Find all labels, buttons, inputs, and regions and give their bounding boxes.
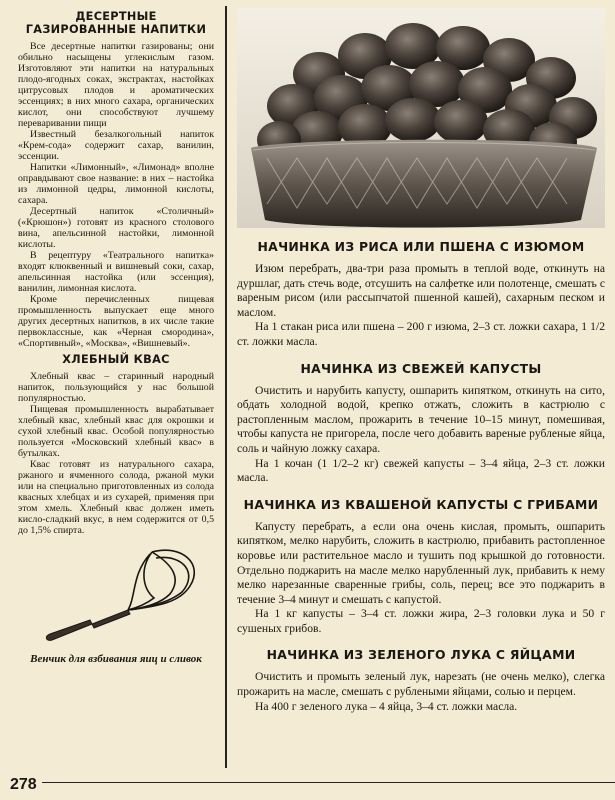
section-title-rice-filling: НАЧИНКА ИЗ РИСА ИЛИ ПШЕНА С ИЗЮМОМ bbox=[257, 239, 585, 254]
paragraph: Десертный напиток «Столичный» («Крюшон») готовят из красного столового вина, апельсинной настойки, лимонной кислоты. bbox=[18, 206, 214, 250]
paragraph: Изюм перебрать, два-три раза промыть в теплой воде, откинуть на дуршлаг, дать стечь воде, отсушить на салфетке или полотенце, смешать с вареным рисом (или рассыпчатой пшенной кашей), сахарным песком и маслом. bbox=[237, 262, 605, 319]
whisk-illustration bbox=[32, 544, 202, 646]
section-title-dessert-drinks: ДЕСЕРТНЫЕ ГАЗИРОВАННЫЕ НАПИТКИ bbox=[25, 10, 207, 36]
paragraph: Все десертные напитки газированы; они обильно насыщены углекислым газом. Изготовляют эти напитки на натуральных плодо-ягодных соках, экстрактах, настойках цитрусовых плодов и ароматических эссенциях; в них много сахара, органических кислот, они способствуют лучшему переваривании пищи bbox=[18, 41, 214, 129]
paragraph: Пищевая промышленность вырабатывает хлебный квас, хлебный квас для окрошки и сухой хлебный квас. Особой популярностью пользуется «Московский хлебный квас» в бутылках. bbox=[18, 404, 214, 459]
section-title-cabbage-filling: НАЧИНКА ИЗ СВЕЖЕЙ КАПУСТЫ bbox=[300, 360, 542, 376]
section-title-green-onion-filling: НАЧИНКА ИЗ ЗЕЛЕНОГО ЛУКА С ЯЙЦАМИ bbox=[266, 647, 576, 663]
left-column bbox=[18, 6, 214, 666]
page-number: 278 bbox=[10, 776, 37, 793]
column-divider bbox=[225, 6, 227, 768]
section-title-kvass: ХЛЕБНЫЙ КВАС bbox=[62, 353, 170, 366]
paragraph: Очистить и промыть зеленый лук, нарезать (не очень мелко), слегка прожарить на масле, смешать с рублеными яйцами, солью и перцем. bbox=[237, 670, 605, 699]
paragraph: На 1 стакан риса или пшена – 200 г изюма, 2–3 ст. ложки сахара, 1 1/2 ст. ложки масла. bbox=[237, 320, 605, 348]
paragraph: Очистить и нарубить капусту, ошпарить кипятком, откинуть на сито, обдать холодной водой, крепко отжать, сложить в кастрюлю с растопленным маслом, прожарить в течение 10–15 минут, помешивая, чтобы капуста не пригорела, после чего добавить вареные рубленые яйца, соль и чайную ложку сахара. bbox=[237, 383, 605, 455]
paragraph: Известный безалкогольный напиток «Крем-сода» содержит сахар, ванилин, эссенции. bbox=[18, 129, 214, 162]
paragraph: В рецептуру «Театрального напитка» входят клюквенный и вишневый соки, сахар, апельсинная настойка (или эссенция), ванилин, лимонная кислота. bbox=[18, 250, 214, 294]
paragraph: Квас готовят из натурального сахара, ржаного и ячменного солода, ржаной муки или на специально приготовленных из солода квасных хлебцах и из сухарей, применяя при этом хмель. Хлебный квас должен иметь кисло-сладкий вкус, в нем содержится от 0,5 до 1,5% спирта. bbox=[18, 459, 214, 536]
paragraph: На 400 г зеленого лука – 4 яйца, 3–4 ст. ложки масла. bbox=[255, 699, 518, 713]
section-title-sauerkraut-filling: НАЧИНКА ИЗ КВАШЕНОЙ КАПУСТЫ С ГРИБАМИ bbox=[243, 496, 599, 512]
paragraph: На 1 кочан (1 1/2–2 кг) свежей капусты – 3–4 яйца, 2–3 ст. ложки масла. bbox=[237, 456, 605, 485]
walnuts-photo bbox=[237, 8, 605, 228]
figure-caption: Венчик для взбивания яиц и сливок bbox=[30, 653, 202, 665]
paragraph: На 1 кг капусты – 3–4 ст. ложки жира, 2–3 головки лука и 50 г сушеных грибов. bbox=[237, 607, 605, 635]
right-column bbox=[237, 8, 605, 714]
paragraph: Кроме перечисленных пищевая промышленность выпускает еще много других десертных напитков, в их числе такие первоклассные, как «Черная смородина», «Спортивный», «Москва», «Вишневый». bbox=[18, 294, 214, 349]
paragraph: Капусту перебрать, а если она очень кислая, промыть, ошпарить кипятком, мелко нарубить, сложить в кастрюлю, прибавить растопленное коровье или растительное масло и тушить под крышкой до готовности. Отдельно поджарить на масле мелко нарубленный лук, прибавить к нему мелко нарезанные сваренные грибы, соль, перец; все это поджарить в течение 3–4 минут и смешать с капустой. bbox=[237, 519, 605, 606]
paragraph: Напитки «Лимонный», «Лимонад» вполне оправдывают свое название: в них – настойка из лимонной цедры, лимонной кислоты, сахара. bbox=[18, 162, 214, 206]
paragraph: Хлебный квас – старинный народный напиток, пользующийся у нас большой популярностью. bbox=[18, 371, 214, 404]
footer-rule bbox=[42, 782, 615, 783]
